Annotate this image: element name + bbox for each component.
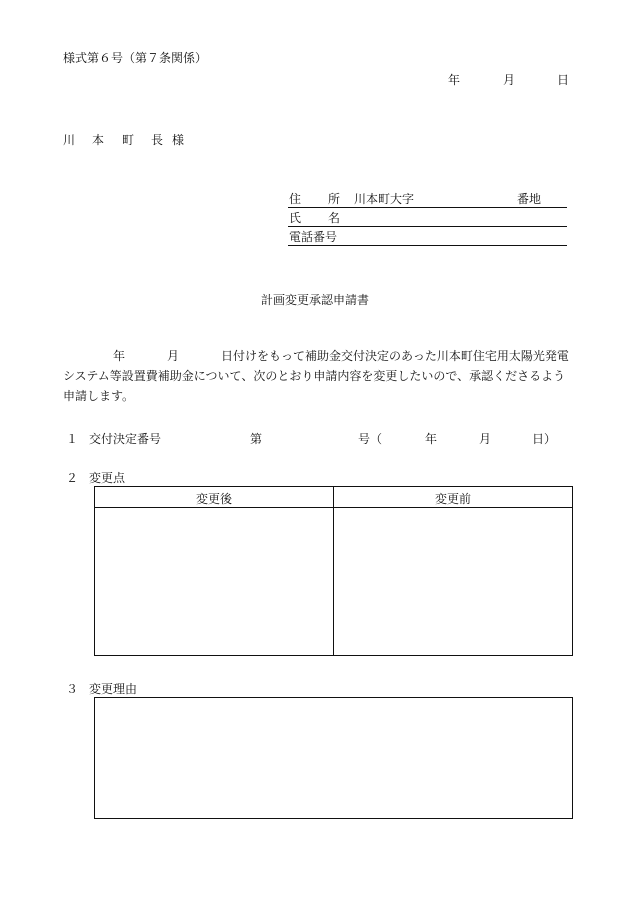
name-label-2: 名 <box>328 211 341 225</box>
document-title: 計画変更承認申請書 <box>260 293 369 307</box>
address-suffix: 番地 <box>517 192 542 206</box>
section1-year: 年 <box>425 432 438 446</box>
section1-dai: 第 <box>250 432 263 446</box>
change-table <box>94 486 573 656</box>
address-label-2: 所 <box>328 192 341 206</box>
addressee-char: 町 <box>122 133 135 147</box>
section1-month: 月 <box>479 432 492 446</box>
name-field[interactable] <box>288 208 567 227</box>
addressee-char: 様 <box>172 133 185 147</box>
section2-number: ２ <box>66 471 79 485</box>
section3-label: 変更理由 <box>89 682 138 696</box>
section2-label: 変更点 <box>89 471 126 485</box>
body-year-label: 年 <box>113 349 126 363</box>
col-after-header: 変更後 <box>195 492 232 506</box>
form-number: 様式第６号（第７条関係） <box>63 51 208 65</box>
section1-label: 交付決定番号 <box>89 432 162 446</box>
body-text: 日付けをもって補助金交付決定のあった川本町住宅用太陽光発電システム等設置費補助金について、次のとおり申請内容を変更したいので、承認くださるよう申請します。 <box>63 349 569 403</box>
table-header-line <box>95 507 572 508</box>
section3-number: ３ <box>66 682 79 696</box>
body-paragraph <box>63 346 575 406</box>
address-label-1: 住 <box>289 192 302 206</box>
address-field[interactable] <box>288 189 567 208</box>
addressee-char: 川 <box>63 133 76 147</box>
table-divider <box>333 487 334 655</box>
date-month-label: 月 <box>503 73 516 87</box>
name-label-1: 氏 <box>289 211 302 225</box>
addressee-char: 長 <box>151 133 164 147</box>
phone-field[interactable] <box>288 227 567 246</box>
col-before-header: 変更前 <box>434 492 471 506</box>
phone-label: 電話番号 <box>289 230 338 244</box>
date-day-label: 日 <box>557 73 570 87</box>
section1-number: １ <box>66 432 79 446</box>
body-month-label: 月 <box>167 349 180 363</box>
section1-go: 号（ <box>358 432 383 446</box>
addressee-char: 本 <box>92 133 105 147</box>
section1-day: 日） <box>532 432 557 446</box>
reason-box[interactable] <box>94 697 573 819</box>
date-year-label: 年 <box>448 73 461 87</box>
address-value: 川本町大字 <box>354 192 415 206</box>
